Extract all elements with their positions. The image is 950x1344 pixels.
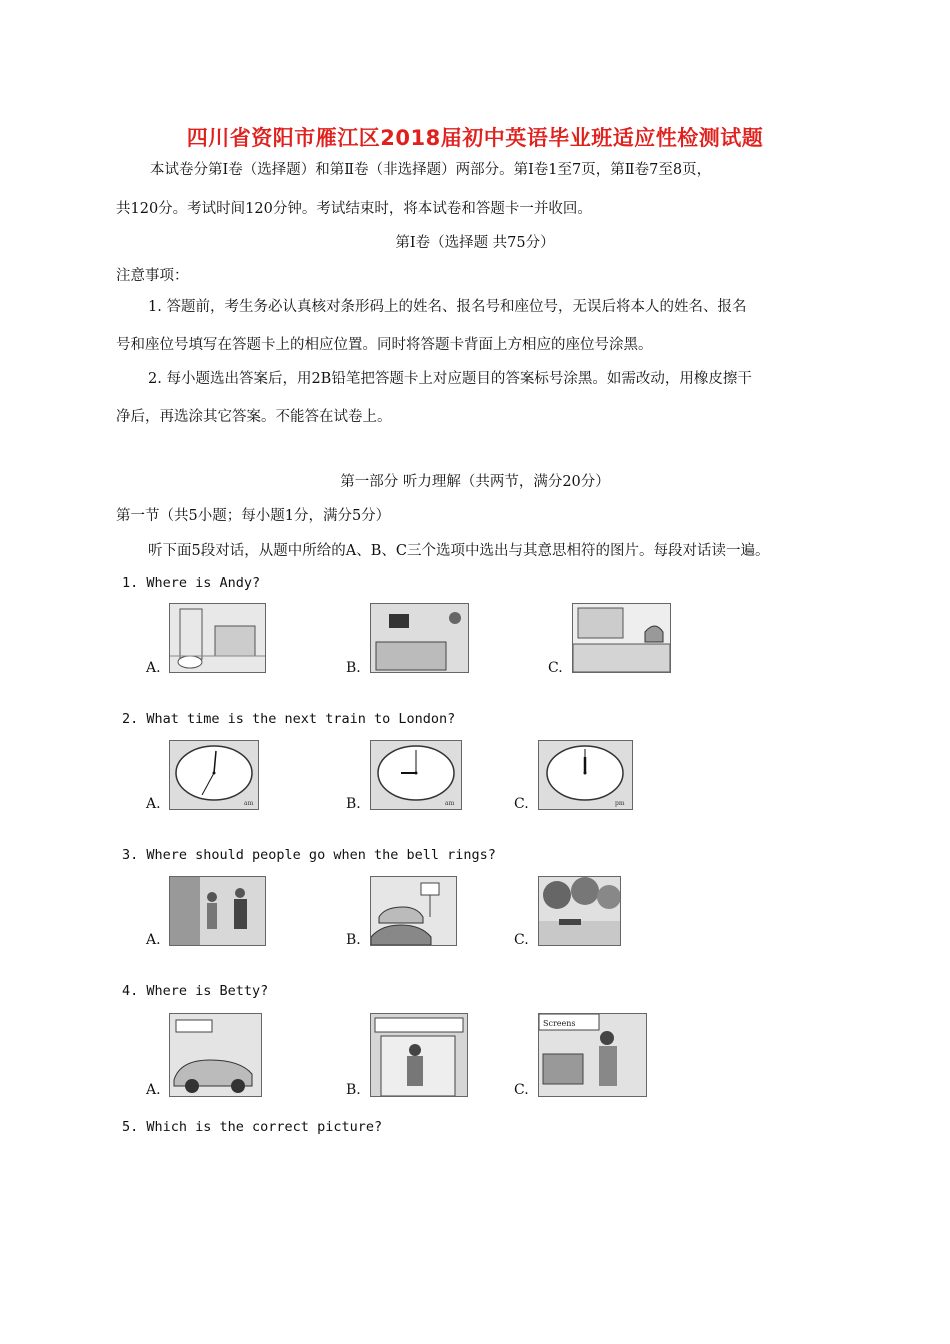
q3-car-park-picture [370, 876, 457, 946]
notice-heading: 注意事项： [116, 268, 189, 284]
question-4-text: 4. Where is Betty? [122, 983, 269, 999]
question-3-text: 3. Where should people go when the bell rings? [122, 847, 496, 863]
q4-option-a-label: A. [146, 1082, 161, 1098]
q2-clock-c-label: pm [615, 800, 625, 807]
q2-option-a-label: A. [146, 796, 161, 812]
q3-park-picture [538, 876, 621, 946]
q3-people-entrance-picture [169, 876, 266, 946]
q1-bedroom-picture [370, 603, 469, 673]
q1-option-b-label: B. [346, 660, 361, 676]
q2-option-b-label: B. [346, 796, 361, 812]
notice-item-2-line-1: 2. 每小题选出答案后，用2B铅笔把答题卡上对应题目的答案标号涂黑。如需改动，用橡皮擦干 [148, 371, 752, 387]
q1-bathroom-picture [169, 603, 266, 673]
section1-instruction: 听下面5段对话，从题中所给的A、B、C三个选项中选出与其意思相符的图片。每段对话读一遍。 [148, 543, 770, 559]
q1-option-c-label: C. [548, 660, 563, 676]
section1-heading: 第一节（共5小题；每小题1分，满分5分） [116, 508, 391, 524]
q4-sign-text: Screens [543, 1019, 576, 1028]
q4-restaurant-door-picture [370, 1013, 468, 1097]
intro-line-1: 本试卷分第Ⅰ卷（选择题）和第Ⅱ卷（非选择题）两部分。第Ⅰ卷1至7页，第Ⅱ卷7至8页， [150, 162, 712, 178]
volume1-heading: 第Ⅰ卷（选择题 共75分） [395, 235, 555, 251]
q2-clock-c-picture [538, 740, 633, 810]
q2-clock-b-label: am [445, 800, 455, 807]
q1-kitchen-picture [572, 603, 671, 673]
q3-option-c-label: C. [514, 932, 529, 948]
q2-clock-b-picture [370, 740, 462, 810]
q4-street-car-picture [169, 1013, 262, 1097]
q4-cinema-ticket-picture [538, 1013, 647, 1097]
question-5-text: 5. Which is the correct picture? [122, 1119, 383, 1135]
q2-clock-a-picture [169, 740, 259, 810]
notice-item-1-line-1: 1. 答题前，考生务必认真核对条形码上的姓名、报名号和座位号，无误后将本人的姓名、报名 [148, 299, 747, 315]
question-2-text: 2. What time is the next train to London? [122, 711, 456, 727]
q2-clock-a-label: am [244, 800, 254, 807]
q3-option-b-label: B. [346, 932, 361, 948]
page-title: 四川省资阳市雁江区2018届初中英语毕业班适应性检测试题 [186, 126, 764, 150]
q1-option-a-label: A. [146, 660, 161, 676]
notice-item-2-line-2: 净后，再选涂其它答案。不能答在试卷上。 [116, 409, 392, 425]
part1-heading: 第一部分 听力理解（共两节，满分20分） [340, 474, 610, 490]
q2-option-c-label: C. [514, 796, 529, 812]
q3-option-a-label: A. [146, 932, 161, 948]
intro-line-2: 共120分。考试时间120分钟。考试结束时，将本试卷和答题卡一并收回。 [116, 201, 592, 217]
q4-option-b-label: B. [346, 1082, 361, 1098]
question-1-text: 1. Where is Andy? [122, 575, 261, 591]
notice-item-1-line-2: 号和座位号填写在答题卡上的相应位置。同时将答题卡背面上方相应的座位号涂黑。 [116, 337, 653, 353]
q4-option-c-label: C. [514, 1082, 529, 1098]
